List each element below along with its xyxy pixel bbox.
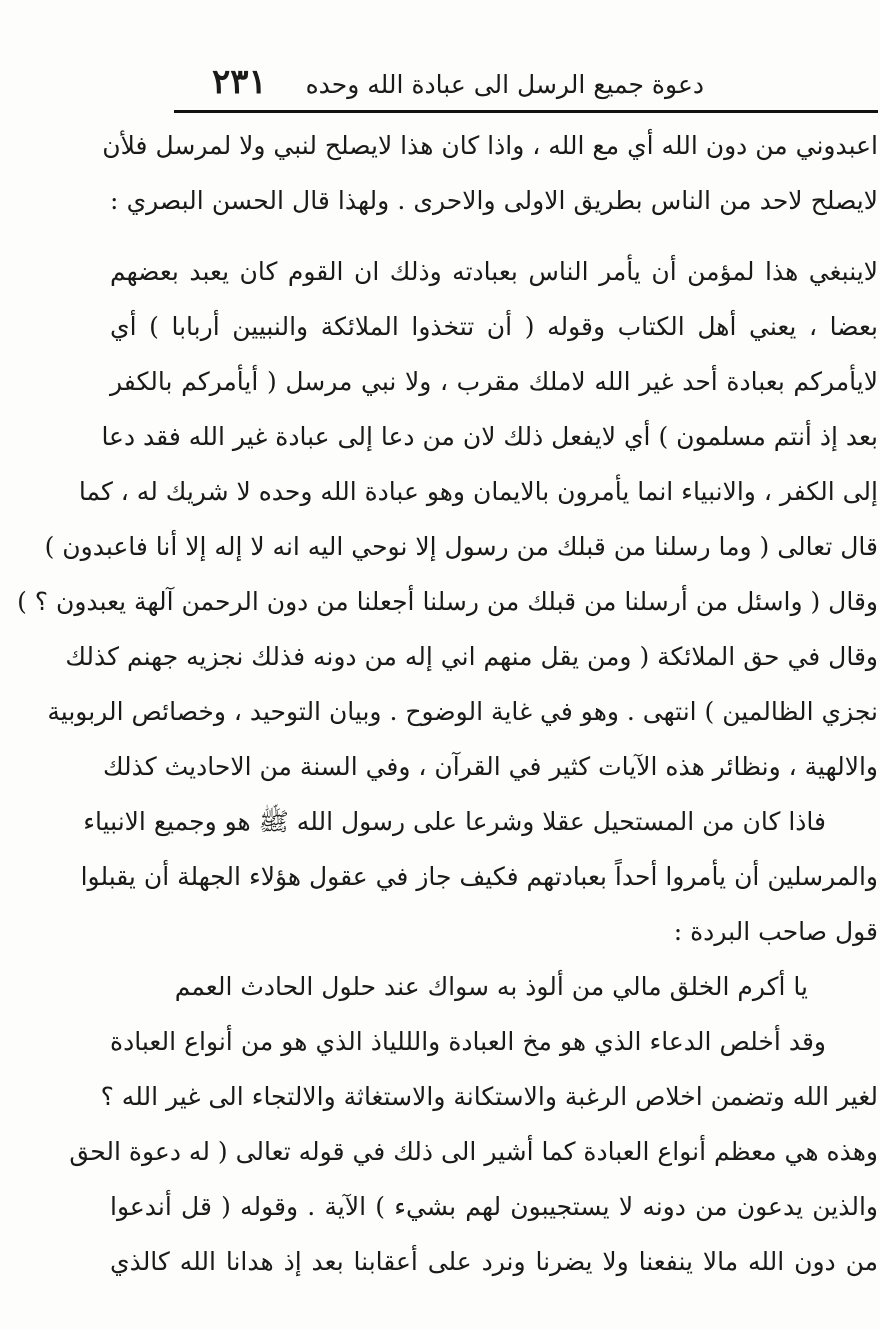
text-line: فاذا كان من المستحيل عقلا وشرعا على رسول الله ﷺ هو وجميع الانبياء: [83, 807, 826, 836]
text-line: لايأمركم بعبادة أحد غير الله لاملك مقرب ، ولا نبي مرسل ( أيأمركم بالكفر: [110, 367, 878, 396]
text-line: والمرسلين أن يأمروا أحداً بعبادتهم فكيف جاز في عقول هؤلاء الجهلة أن يقبلوا: [80, 862, 878, 891]
text-line: قول صاحب البردة :: [673, 917, 878, 946]
poem-verse: يا أكرم الخلق مالي من ألوذ به سواك عند حلول الحادث العمم: [174, 972, 808, 1001]
text-line: من دون الله مالا ينفعنا ولا يضرنا ونرد على أعقابنا بعد إذ هدانا الله كالذي: [110, 1247, 878, 1276]
text-line: وقال في حق الملائكة ( ومن يقل منهم اني إله من دونه فذلك نجزيه جهنم كذلك: [65, 642, 878, 671]
body-text: [17, 118, 878, 1289]
text-line: وهذه هي معظم أنواع العبادة كما أشير الى ذلك في قوله تعالى ( له دعوة الحق: [69, 1137, 878, 1166]
text-line: إلى الكفر ، والانبياء انما يأمرون بالايمان وهو عبادة الله وحده لا شريك له ، كما: [78, 477, 878, 506]
text-line: والالهية ، ونظائر هذه الآيات كثير في القرآن ، وفي السنة من الاحاديث كذلك: [102, 752, 878, 781]
text-line: بعد إذ أنتم مسلمون ) أي لايفعل ذلك لان من دعا إلى عبادة غير الله فقد دعا: [101, 422, 878, 451]
header-divider: [174, 110, 878, 113]
running-title: دعوة جميع الرسل الى عبادة الله وحده: [305, 70, 704, 99]
text-line: لاينبغي هذا لمؤمن أن يأمر الناس بعبادته وذلك ان القوم كان يعبد بعضهم: [110, 257, 878, 286]
text-line: قال تعالى ( وما رسلنا من قبلك من رسول إلا نوحي اليه انه لا إله إلا أنا فاعبدون ): [44, 532, 878, 561]
text-line: اعبدوني من دون الله أي مع الله ، واذا كان هذا لايصلح لنبي ولا لمرسل فلأن: [102, 131, 878, 160]
text-line: والذين يدعون من دونه لا يستجيبون لهم بشيء ) الآية . وقوله ( قل أندعوا: [110, 1192, 878, 1221]
text-line: بعضا ، يعني أهل الكتاب وقوله ( أن تتخذوا الملائكة والنبيين أربابا ) أي: [110, 312, 878, 341]
text-line: وقال ( واسئل من أرسلنا من قبلك من رسلنا أجعلنا من دون الرحمن آلهة يعبدون ؟ ): [17, 587, 878, 616]
page-number: ٢٣١: [212, 62, 267, 102]
text-line: لغير الله وتضمن اخلاص الرغبة والاستكانة والاستغاثة والالتجاء الى غير الله ؟: [100, 1082, 878, 1111]
text-line: وقد أخلص الدعاء الذي هو مخ العبادة والللياذ الذي هو من أنواع العبادة: [110, 1027, 826, 1056]
page-header: [172, 62, 704, 110]
text-line: نجزي الظالمين ) انتهى . وهو في غاية الوضوح . وبيان التوحيد ، وخصائص الربوبية: [47, 697, 878, 726]
text-line: لايصلح لاحد من الناس بطريق الاولى والاحرى . ولهذا قال الحسن البصري :: [110, 186, 878, 215]
